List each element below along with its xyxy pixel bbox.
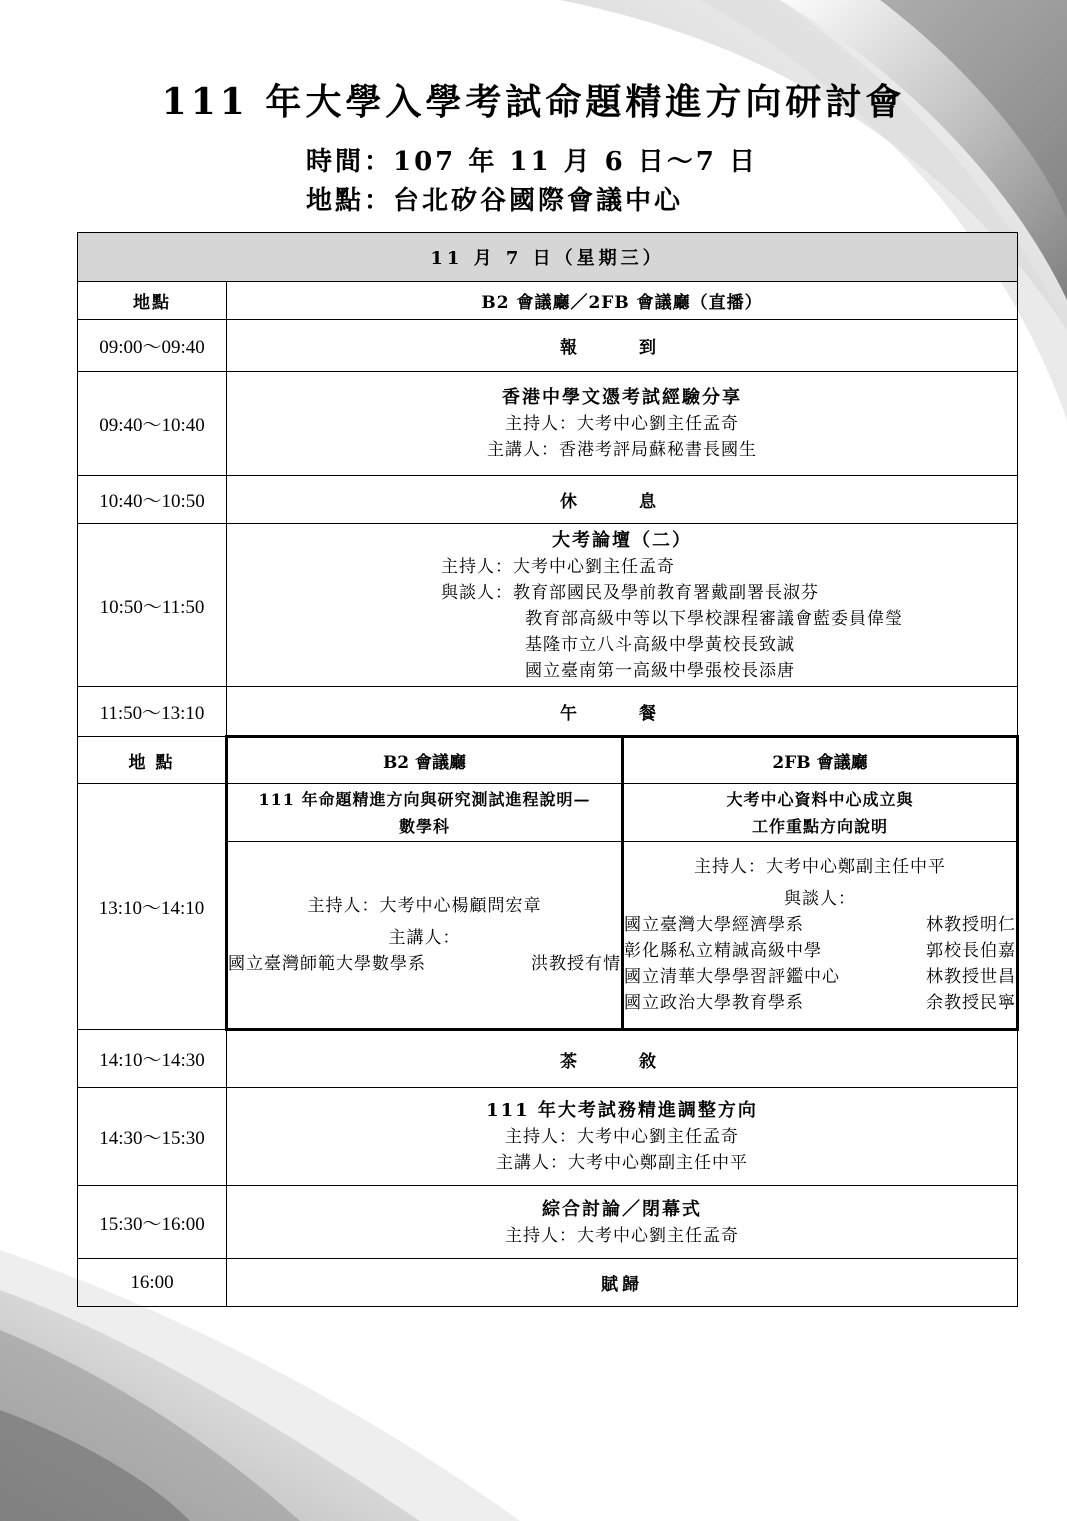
left-speaker-label: 主講人： xyxy=(388,928,461,948)
session-time: 11:50～13:10 xyxy=(78,687,227,737)
left-title-line-1: 111 年命題精進方向與研究測試進程說明— xyxy=(258,789,591,809)
table-row xyxy=(78,1030,1018,1088)
date-header-row xyxy=(78,233,1018,282)
panelist: 教育部高級中等以下學校課程審議會藍委員偉瑩 xyxy=(525,608,903,629)
table-row xyxy=(78,524,1018,687)
session-time: 14:30～15:30 xyxy=(78,1088,227,1186)
session-title: 茶 敘 xyxy=(227,1030,1018,1088)
right-panel-label: 與談人： xyxy=(784,889,856,909)
session-host: 主持人：大考中心劉主任孟奇 xyxy=(441,556,675,577)
right-host: 主持人：大考中心鄭副主任中平 xyxy=(694,857,946,877)
event-place: 地點：台北矽谷國際會議中心 xyxy=(306,186,684,216)
event-time: 時間：107 年 11 月 6 日～7 日 xyxy=(306,147,758,177)
left-session-detail xyxy=(227,842,623,1030)
left-speaker xyxy=(228,951,621,977)
panel-row xyxy=(441,580,903,606)
session-time: 10:40～10:50 xyxy=(78,476,227,524)
session-time: 16:00 xyxy=(78,1259,227,1307)
session-cell xyxy=(227,1186,1018,1259)
venue-all: B2 會議廳／2FB 會議廳（直播） xyxy=(227,282,1018,320)
session-title: 香港中學文憑考試經驗分享 xyxy=(502,387,742,408)
session-host: 主持人：大考中心劉主任孟奇 xyxy=(505,1225,739,1246)
right-title-line-1: 大考中心資料中心成立與 xyxy=(726,789,914,809)
session-title: 賦歸 xyxy=(227,1259,1018,1307)
session-speaker: 主講人：大考中心鄭副主任中平 xyxy=(496,1153,748,1173)
speaker-org: 國立臺灣師範大學數學系 xyxy=(228,954,426,974)
right-title-line-2: 工作重點方向說明 xyxy=(752,816,889,836)
speaker-name: 洪教授有情 xyxy=(531,954,621,974)
table-row xyxy=(78,687,1018,737)
session-cell xyxy=(227,1088,1018,1186)
session-time: 14:10～14:30 xyxy=(78,1030,227,1088)
session-title: 午 餐 xyxy=(227,687,1018,737)
table-row xyxy=(78,476,1018,524)
panelist-name: 余教授民寧 xyxy=(926,993,1017,1013)
venue-label: 地 點 xyxy=(78,737,227,784)
split-title-row xyxy=(78,784,1018,842)
right-venue: 2FB 會議廳 xyxy=(623,737,1018,784)
session-time: 15:30～16:00 xyxy=(78,1186,227,1259)
session-title: 報 到 xyxy=(227,320,1018,372)
panelist-org: 彰化縣私立精誠高級中學 xyxy=(624,941,822,961)
session-time: 09:40～10:40 xyxy=(78,372,227,476)
session-cell xyxy=(227,524,1018,687)
venue-row xyxy=(78,282,1018,320)
panelist-org: 國立清華大學學習評鑑中心 xyxy=(624,967,840,987)
panelist xyxy=(624,990,1016,1016)
panelist-name: 林教授明仁 xyxy=(926,915,1017,935)
panelist xyxy=(624,938,1016,964)
left-title-line-2: 數學科 xyxy=(398,816,450,836)
table-row xyxy=(78,372,1018,476)
right-session-title xyxy=(623,784,1018,842)
left-session-title xyxy=(227,784,623,842)
panelist-org: 國立政治大學教育學系 xyxy=(624,993,804,1013)
forum-panel xyxy=(441,554,903,684)
session-speaker: 主講人：香港考評局蘇秘書長國生 xyxy=(487,440,757,460)
session-title: 綜合討論／閉幕式 xyxy=(542,1198,702,1220)
right-session-detail xyxy=(623,842,1018,1030)
table-row xyxy=(78,320,1018,372)
page-title: 111 年大學入學考試命題精進方向研討會 xyxy=(161,81,906,123)
table-row xyxy=(78,1259,1018,1307)
session-time: 10:50～11:50 xyxy=(78,524,227,687)
venue-label: 地點 xyxy=(78,282,227,320)
date-header: 11 月 7 日（星期三） xyxy=(78,233,1018,282)
session-host: 主持人：大考中心劉主任孟奇 xyxy=(505,1127,739,1147)
panelist xyxy=(624,964,1016,990)
panel-prefix: 與談人： xyxy=(441,582,513,603)
session-title: 111 年大考試務精進調整方向 xyxy=(486,1100,758,1121)
session-host: 主持人：大考中心劉主任孟奇 xyxy=(505,414,739,434)
panelist: 教育部國民及學前教育署戴副署長淑芬 xyxy=(513,582,819,603)
panelist: 國立臺南第一高級中學張校長添唐 xyxy=(525,660,795,681)
panelist-name: 郭校長伯嘉 xyxy=(926,941,1017,961)
session-time: 13:10～14:10 xyxy=(78,784,227,1030)
table-row xyxy=(78,1088,1018,1186)
schedule-table xyxy=(77,232,1019,1307)
panelist-name: 林教授世昌 xyxy=(926,967,1017,987)
left-venue: B2 會議廳 xyxy=(227,737,623,784)
session-cell xyxy=(227,372,1018,476)
panelist-org: 國立臺灣大學經濟學系 xyxy=(624,915,804,935)
session-time: 09:00～09:40 xyxy=(78,320,227,372)
panelist: 基隆市立八斗高級中學黃校長致誠 xyxy=(525,634,795,655)
table-row xyxy=(78,1186,1018,1259)
panelist xyxy=(624,912,1016,938)
split-venue-row xyxy=(78,737,1018,784)
session-title: 休 息 xyxy=(227,476,1018,524)
left-host: 主持人：大考中心楊顧問宏章 xyxy=(307,896,542,916)
session-title: 大考論壇（二） xyxy=(552,529,692,551)
